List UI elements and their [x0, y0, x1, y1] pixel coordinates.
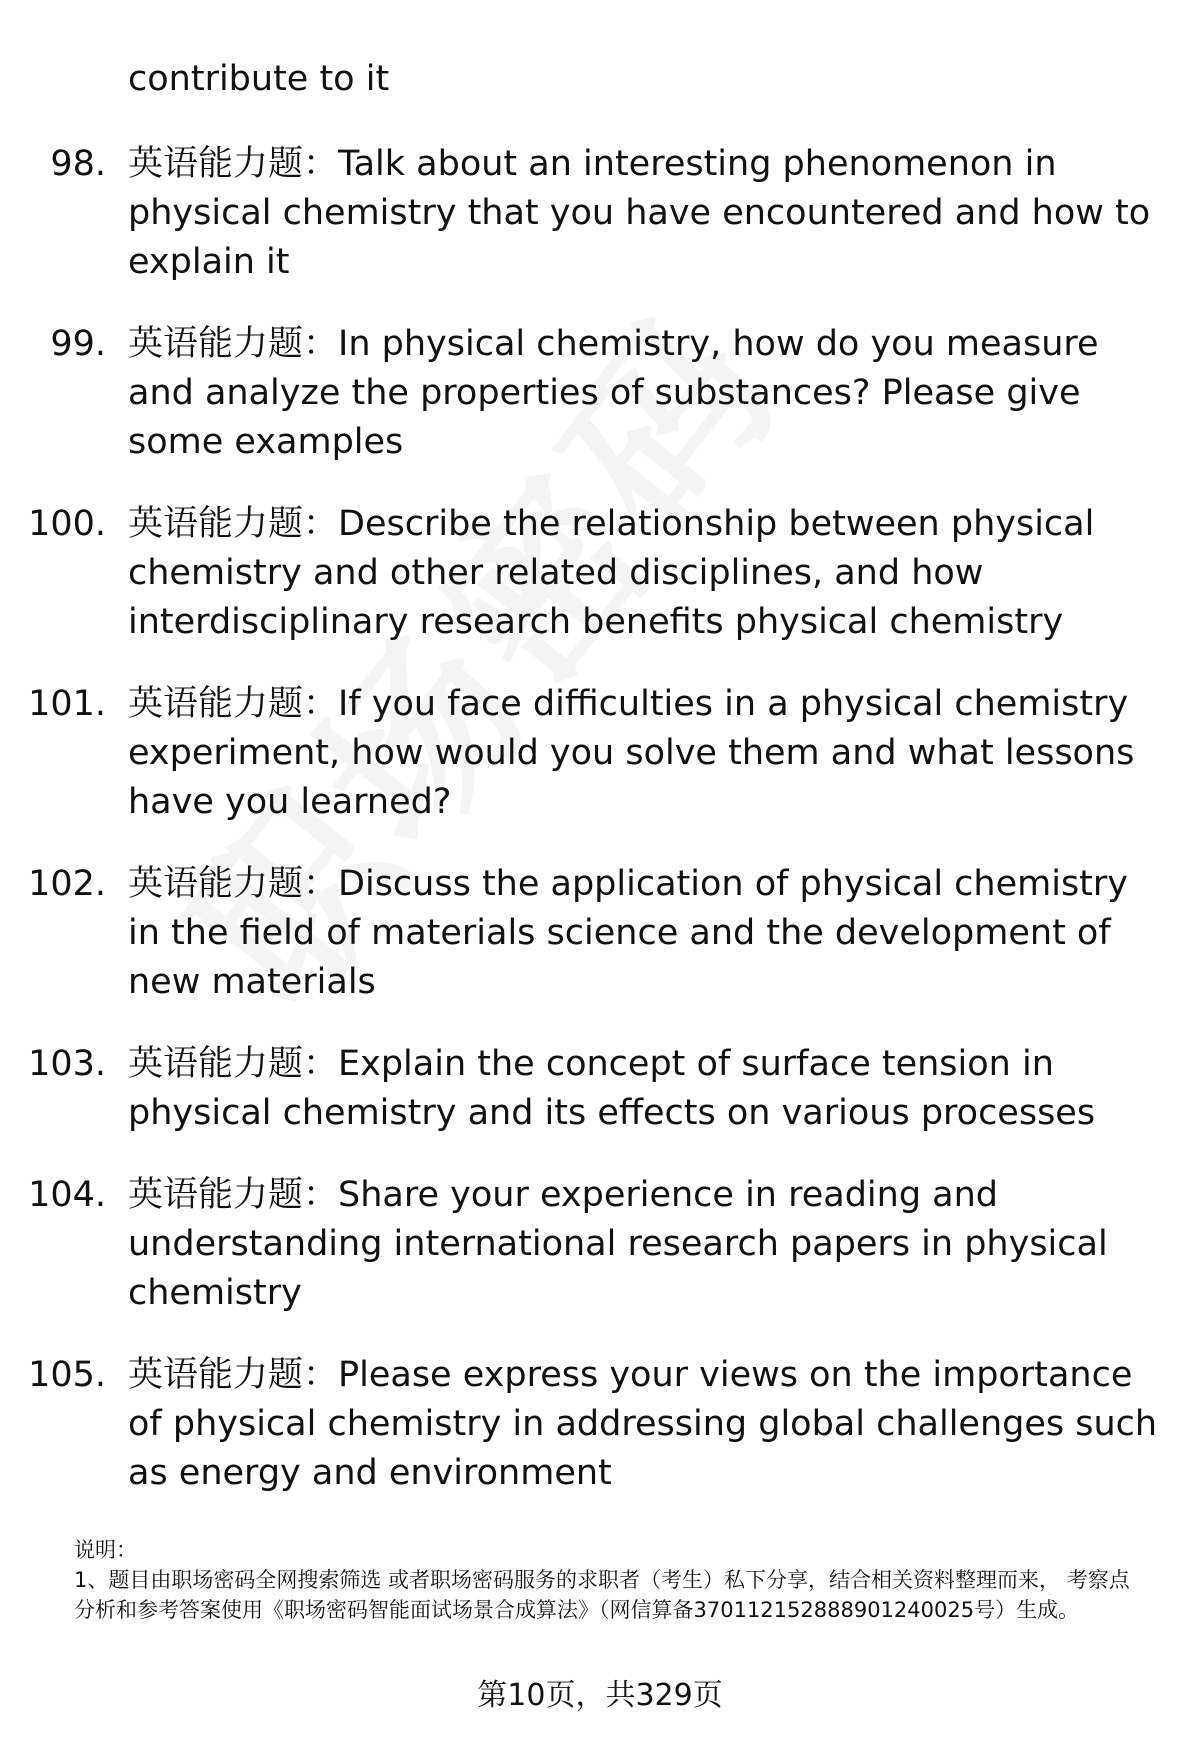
question-item	[0, 140, 1200, 287]
question-category: 英语能力题：	[128, 864, 339, 904]
question-body: Explain the concept of surface tension in physical chemistry and its effects on various processes	[128, 1044, 1096, 1133]
notes-section	[74, 1535, 1150, 1625]
question-item	[0, 320, 1200, 467]
question-category: 英语能力题：	[128, 1355, 339, 1395]
question-item	[0, 860, 1200, 1007]
question-category: 英语能力题：	[128, 144, 339, 184]
question-body: Talk about an interesting phenomenon in physical chemistry that you have encountered and how to explain it	[128, 144, 1151, 282]
question-text	[128, 500, 1168, 647]
question-number: 104.	[28, 1175, 106, 1215]
question-body: If you face difficulties in a physical chemistry experiment, how would you solve them and what lessons have you learned?	[128, 684, 1135, 822]
question-item	[0, 1351, 1200, 1498]
question-number: 102.	[28, 864, 106, 904]
question-text	[128, 1351, 1168, 1498]
question-text	[128, 1171, 1168, 1318]
page-footer: 第10页，共329页	[477, 1678, 723, 1713]
question-item	[0, 500, 1200, 647]
question-text	[128, 140, 1168, 287]
question-number: 103.	[28, 1044, 106, 1084]
question-number: 99.	[50, 324, 106, 364]
question-text	[128, 680, 1168, 827]
question-body: In physical chemistry, how do you measure and analyze the properties of substances? Please give some examples	[128, 324, 1099, 462]
question-text	[128, 320, 1168, 467]
notes-line: 1、题目由职场密码全网搜索筛选 或者职场密码服务的求职者（考生）私下分享，结合相关资料整理而来， 考察点分析和参考答案使用《职场密码智能面试场景合成算法》（网信算备370112152888901240025号）生成。	[74, 1568, 1130, 1622]
question-text	[128, 1040, 1168, 1138]
question-number: 101.	[28, 684, 106, 724]
question-item	[0, 1040, 1200, 1138]
question-text	[128, 860, 1168, 1007]
question-item	[0, 680, 1200, 827]
question-body: Share your experience in reading and understanding international research papers in physical chemistry	[128, 1175, 1108, 1313]
question-number: 100.	[28, 504, 106, 544]
question-body: Discuss the application of physical chemistry in the field of materials science and the development of new materials	[128, 864, 1129, 1002]
question-category: 英语能力题：	[128, 1044, 339, 1084]
question-category: 英语能力题：	[128, 684, 339, 724]
question-body: Please express your views on the importance of physical chemistry in addressing global challenges such as energy and environment	[128, 1355, 1158, 1493]
question-number: 98.	[50, 144, 106, 184]
question-category: 英语能力题：	[128, 324, 339, 364]
question-number: 105.	[28, 1355, 106, 1395]
question-category: 英语能力题：	[128, 1175, 339, 1215]
question-category: 英语能力题：	[128, 504, 339, 544]
question-body: Describe the relationship between physical chemistry and other related disciplines, and how interdisciplinary research benefits physical chemistry	[128, 504, 1095, 642]
continued-text: contribute to it	[128, 59, 390, 99]
notes-heading: 说明：	[74, 1538, 137, 1562]
question-item	[0, 1171, 1200, 1318]
